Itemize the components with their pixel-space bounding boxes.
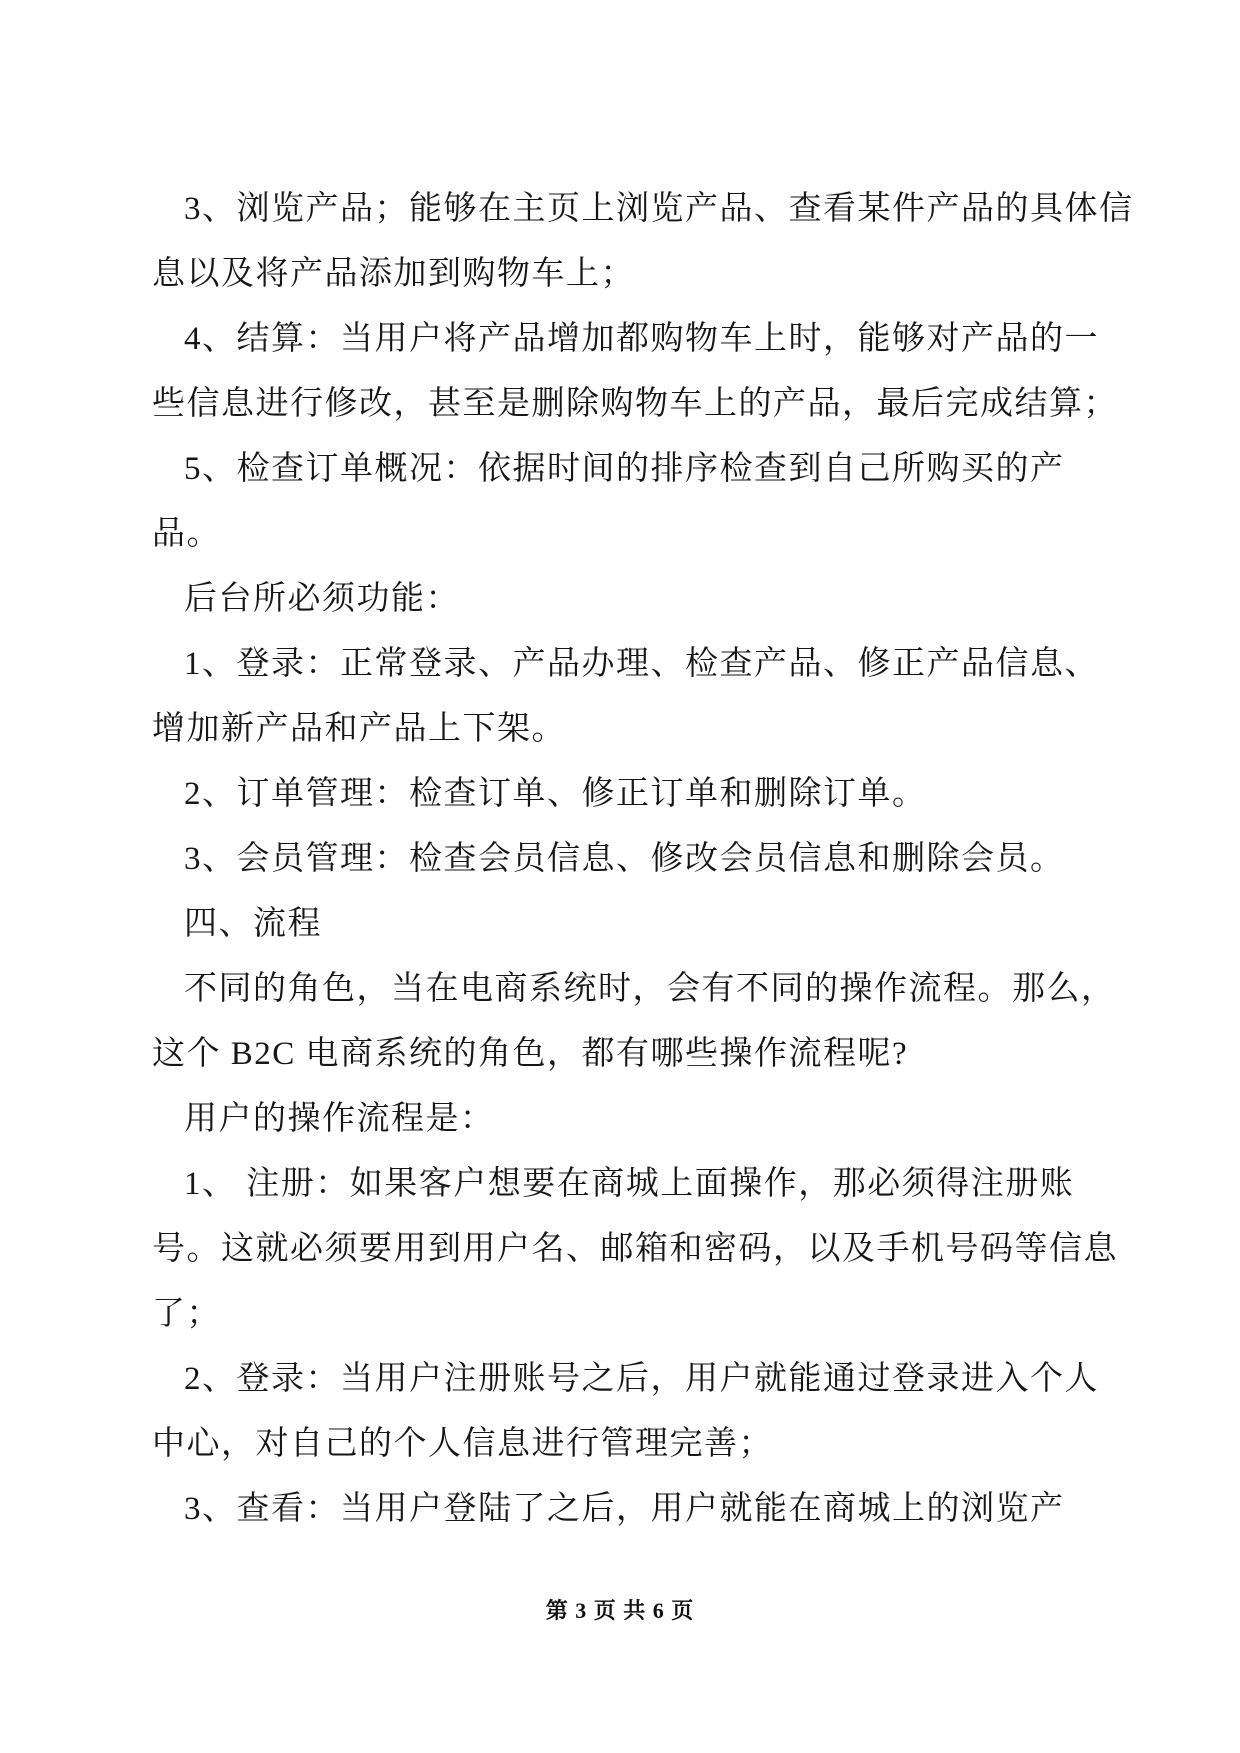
text-line: 息以及将产品添加到购物车上；: [152, 256, 635, 292]
text-line: 2、登录：当用户注册账号之后，用户就能通过登录进入个人: [184, 1361, 1099, 1397]
text-line: 后台所必须功能：: [184, 581, 460, 617]
text-line: 1、 注册：如果客户想要在商城上面操作，那必须得注册账: [184, 1166, 1075, 1202]
document-body: [152, 177, 1134, 1542]
text-line: 5、检查订单概况：依据时间的排序检查到自己所购买的产: [184, 451, 1065, 487]
text-line: 这个 B2C 电商系统的角色，都有哪些操作流程呢?: [152, 1036, 909, 1072]
text-line: 不同的角色，当在电商系统时，会有不同的操作流程。那么，: [184, 971, 1116, 1007]
text-line: 些信息进行修改，甚至是删除购物车上的产品，最后完成结算；: [152, 386, 1118, 422]
text-line: 号。这就必须要用到用户名、邮箱和密码，以及手机号码等信息: [152, 1231, 1118, 1267]
text-line: 1、登录：正常登录、产品办理、检查产品、修正产品信息、: [184, 646, 1099, 682]
page-footer: [0, 1596, 1240, 1626]
text-line: 3、会员管理：检查会员信息、修改会员信息和删除会员。: [184, 841, 1065, 877]
text-line: 3、浏览产品；能够在主页上浏览产品、查看某件产品的具体信: [184, 191, 1134, 227]
text-line: 品。: [152, 516, 221, 552]
text-line: 4、结算：当用户将产品增加都购物车上时，能够对产品的一: [184, 321, 1099, 357]
page-number-text: 第 3 页 共 6 页: [545, 1598, 695, 1623]
text-line: 增加新产品和产品上下架。: [152, 711, 566, 747]
text-line: 四、流程: [184, 906, 322, 942]
text-line: 了；: [152, 1296, 221, 1332]
text-line: 3、查看：当用户登陆了之后，用户就能在商城上的浏览产: [184, 1491, 1065, 1527]
text-line: 中心，对自己的个人信息进行管理完善；: [152, 1426, 773, 1462]
text-line: 2、订单管理：检查订单、修正订单和删除订单。: [184, 776, 927, 812]
text-line: 用户的操作流程是：: [184, 1101, 495, 1137]
